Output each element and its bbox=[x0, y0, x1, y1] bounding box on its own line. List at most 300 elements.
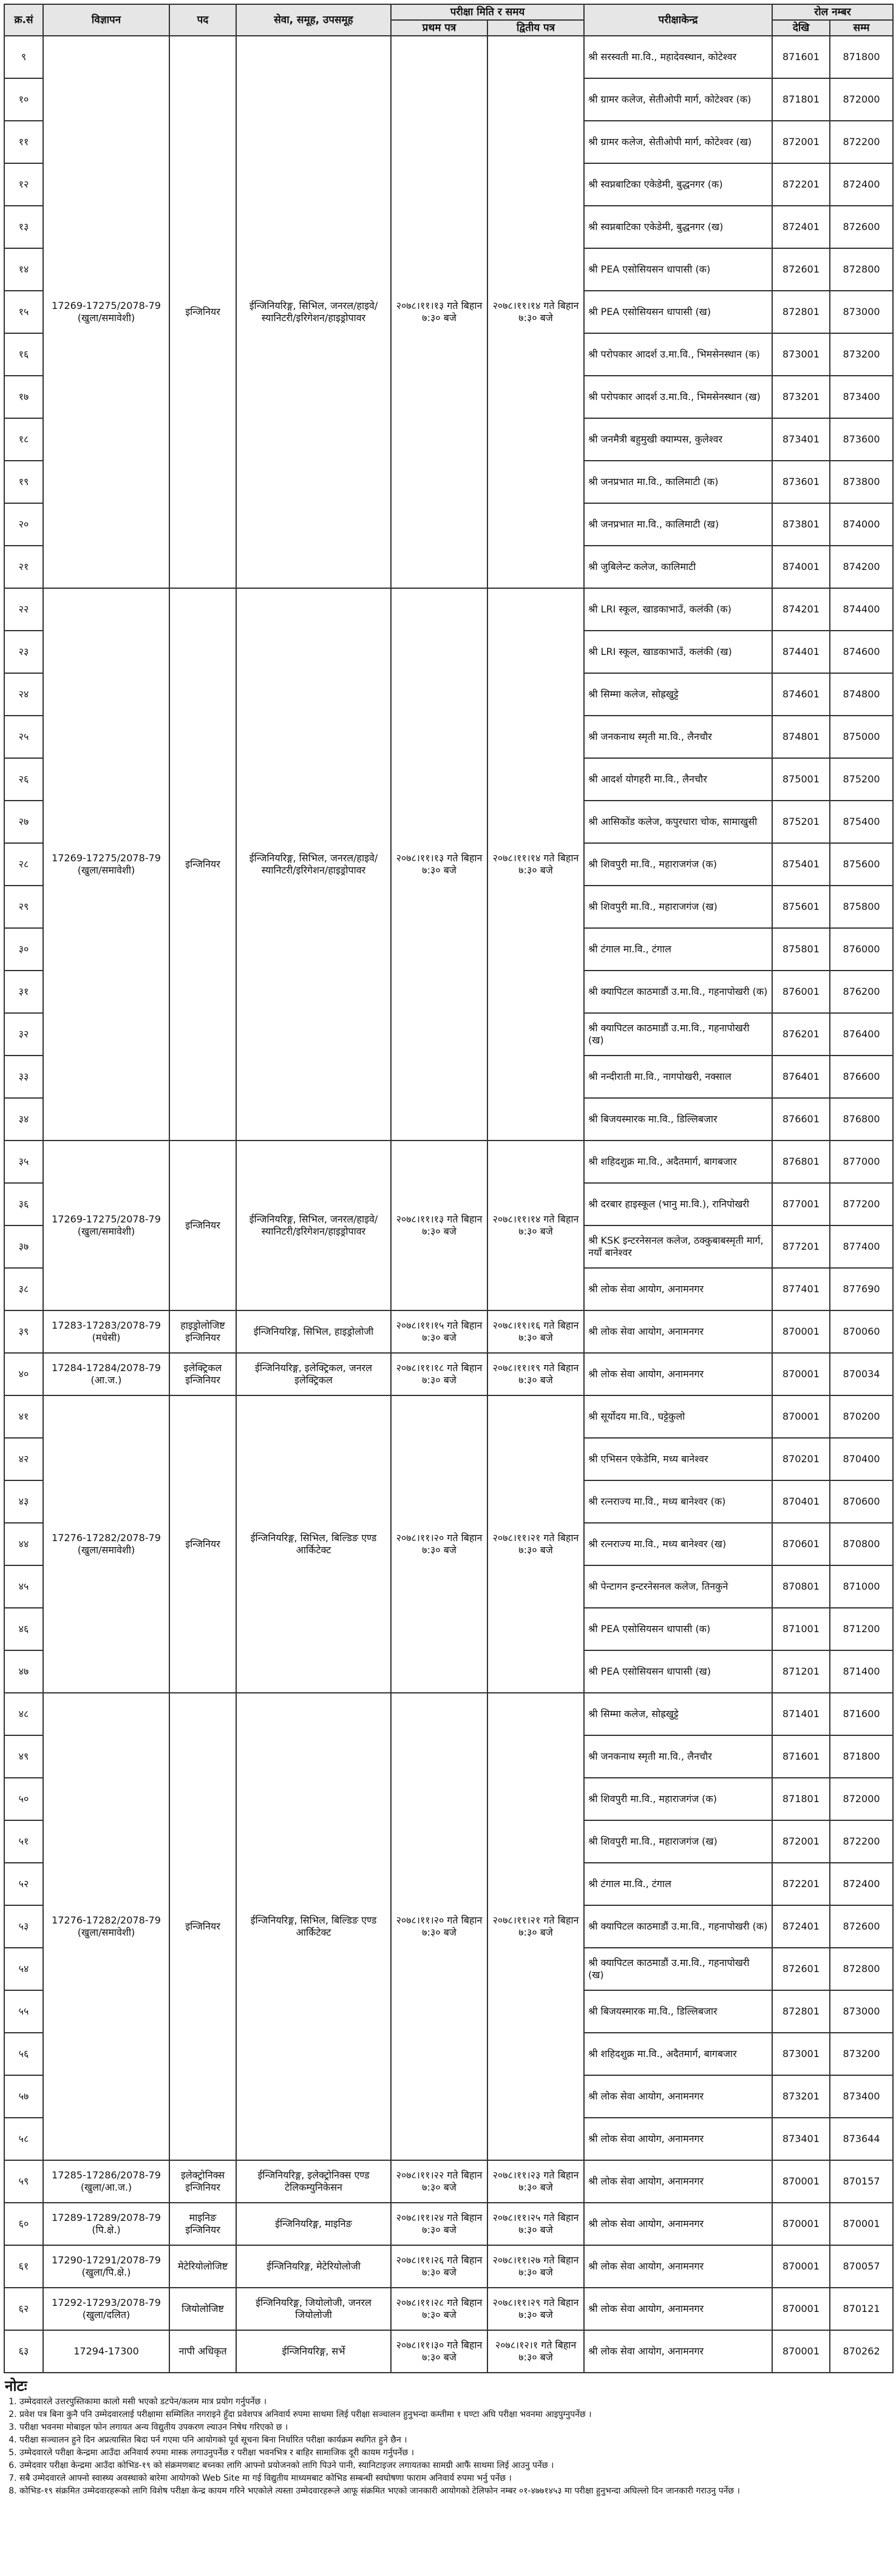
advertisement-cell: 17290-17291/2078-79 (खुला/पि.क्षे.) bbox=[43, 2245, 169, 2288]
serial-number-cell: १७ bbox=[4, 376, 43, 418]
first-paper-date-cell: २०७८।११।१८ गते बिहान ७:३० बजे bbox=[391, 1353, 487, 1395]
roll-to-cell: 872600 bbox=[830, 1905, 893, 1948]
exam-center-cell: श्री बिजयस्मारक मा.वि., डिल्लिबजार bbox=[584, 1990, 772, 2033]
table-row bbox=[4, 2330, 893, 2373]
serial-number-cell: ४७ bbox=[4, 1650, 43, 1693]
first-paper-date-cell: २०७८।११।३० गते बिहान ७:३० बजे bbox=[391, 2330, 487, 2373]
roll-to-cell: 874600 bbox=[830, 631, 893, 673]
exam-center-cell: श्री PEA एसोसियसन धापासी (क) bbox=[584, 248, 772, 291]
roll-to-cell: 871000 bbox=[830, 1565, 893, 1608]
exam-center-cell: श्री लोक सेवा आयोग, अनामनगर bbox=[584, 2118, 772, 2160]
roll-to-cell: 872800 bbox=[830, 1948, 893, 1990]
advertisement-cell: 17283-17283/2078-79 (मधेसी) bbox=[43, 1310, 169, 1353]
serial-number-cell: ३२ bbox=[4, 1013, 43, 1056]
roll-to-cell: 871800 bbox=[830, 36, 893, 78]
roll-from-cell: 873201 bbox=[772, 376, 830, 418]
note-item: 8. कोभिड-१९ संक्रमित उम्मेदवारहरूको लागि विशेष परीक्षा केन्द्र कायम गरिने भएकोले त्यस्ता उम्मेदवारहरूले आफू संक्रमित भएको जानकारी आयोगको टेलिफोन नम्बर ०१-४७७१४५३ मा परीक्षा हुनुभन्दा अघिल्लो दिन जानकारी गराउनु पर्नेछ । bbox=[19, 2486, 891, 2496]
serial-number-cell: ५४ bbox=[4, 1948, 43, 1990]
roll-from-cell: 871601 bbox=[772, 36, 830, 78]
roll-from-cell: 872801 bbox=[772, 1990, 830, 2033]
exam-center-cell: श्री लोक सेवा आयोग, अनामनगर bbox=[584, 1310, 772, 1353]
exam-center-cell: श्री पेन्टागन इन्टरनेसनल कलेज, तिनकुने bbox=[584, 1565, 772, 1608]
exam-center-cell: श्री जनकनाथ स्मृती मा.वि., लैनचौर bbox=[584, 716, 772, 758]
note-item: 4. परीक्षा सञ्चालन हुने दिन अप्रत्यासित बिदा पर्न गएमा पनि आयोगको पूर्व सूचना बिना निर्धारित परीक्षा कार्यक्रम स्थगित हुने छैन । bbox=[19, 2435, 891, 2446]
exam-center-cell: श्री PEA एसोसियसन धापासी (क) bbox=[584, 1608, 772, 1650]
table-row bbox=[4, 1693, 893, 1735]
exam-center-cell: श्री लोक सेवा आयोग, अनामनगर bbox=[584, 2330, 772, 2373]
roll-from-cell: 873001 bbox=[772, 333, 830, 376]
roll-to-cell: 870262 bbox=[830, 2330, 893, 2373]
roll-from-cell: 875801 bbox=[772, 928, 830, 971]
serial-number-cell: १५ bbox=[4, 291, 43, 333]
exam-center-cell: श्री नन्दीराती मा.वि., नागपोखरी, नक्साल bbox=[584, 1056, 772, 1098]
first-paper-date-cell: २०७८।११।२२ गते बिहान ७:३० बजे bbox=[391, 2160, 487, 2203]
roll-to-cell: 874800 bbox=[830, 673, 893, 716]
exam-center-cell: श्री रत्नराज्य मा.वि., मध्य बानेश्वर (ख) bbox=[584, 1523, 772, 1565]
post-cell: इलेक्ट्रोनिक्स इन्जिनियर bbox=[169, 2160, 236, 2203]
exam-center-cell: श्री टंगाल मा.वि., टंगाल bbox=[584, 928, 772, 971]
roll-from-cell: 872401 bbox=[772, 206, 830, 248]
serial-number-cell: १८ bbox=[4, 418, 43, 461]
second-paper-date-cell: २०७८।१२।१ गते बिहान ७:३० बजे bbox=[487, 2330, 584, 2373]
exam-center-cell: श्री लोक सेवा आयोग, अनामनगर bbox=[584, 2288, 772, 2330]
first-paper-date-cell: २०७८।११।१३ गते बिहान ७:३० बजे bbox=[391, 588, 487, 1141]
roll-from-cell: 870001 bbox=[772, 2160, 830, 2203]
exam-center-cell: श्री शिवपुरी मा.वि., महाराजगंज (क) bbox=[584, 1778, 772, 1820]
note-item: 7. सबै उम्मेदवारले आफ्नो स्वास्थ्य अवस्थाको बारेमा आयोगको Web Site मा गई विद्युतीय माध्यमबाट कोभिड सम्बन्धी स्वघोषणा फाराम अनिवार्य रुपमा भर्नु पर्नेछ । bbox=[19, 2473, 891, 2484]
header-roll-to: सम्म bbox=[830, 20, 893, 36]
service-group-cell: ईन्जिनियरिङ्ग, सिभिल, हाइड्रोलोजी bbox=[236, 1310, 391, 1353]
serial-number-cell: ३७ bbox=[4, 1225, 43, 1268]
first-paper-date-cell: २०७८।११।१५ गते बिहान ७:३० बजे bbox=[391, 1310, 487, 1353]
post-cell: जियोलोजिष्ट bbox=[169, 2288, 236, 2330]
advertisement-cell: 17289-17289/2078-79 (पि.क्षे.) bbox=[43, 2203, 169, 2245]
service-group-cell: ईन्जिनियरिङ्ग, जियोलोजी, जनरल जियोलोजी bbox=[236, 2288, 391, 2330]
roll-from-cell: 870401 bbox=[772, 1480, 830, 1523]
roll-from-cell: 875201 bbox=[772, 801, 830, 843]
roll-from-cell: 876201 bbox=[772, 1013, 830, 1056]
roll-to-cell: 876800 bbox=[830, 1098, 893, 1141]
exam-center-cell: श्री KSK इन्टरनेसनल कलेज, ठक्कुबाबस्मृती मार्ग, नयाँ बानेश्वर bbox=[584, 1225, 772, 1268]
service-group-cell: ईन्जिनियरिङ्ग, सिभिल, जनरल/हाइवे/स्यानिटरी/इरिगेशन/हाइड्रोपावर bbox=[236, 1141, 391, 1310]
roll-to-cell: 872400 bbox=[830, 163, 893, 206]
serial-number-cell: २० bbox=[4, 503, 43, 546]
roll-from-cell: 875601 bbox=[772, 886, 830, 928]
roll-to-cell: 873000 bbox=[830, 291, 893, 333]
service-group-cell: ईन्जिनियरिङ्ग, इलेक्ट्रोनिक्स एण्ड टेलिकम्युनिकेसन bbox=[236, 2160, 391, 2203]
roll-from-cell: 870001 bbox=[772, 1310, 830, 1353]
notes-section bbox=[5, 2377, 891, 2498]
serial-number-cell: ३१ bbox=[4, 971, 43, 1013]
roll-to-cell: 873800 bbox=[830, 461, 893, 503]
roll-to-cell: 875000 bbox=[830, 716, 893, 758]
serial-number-cell: १२ bbox=[4, 163, 43, 206]
roll-from-cell: 872201 bbox=[772, 163, 830, 206]
roll-to-cell: 873000 bbox=[830, 1990, 893, 2033]
exam-center-cell: श्री जनप्रभात मा.वि., कालिमाटी (ख) bbox=[584, 503, 772, 546]
roll-from-cell: 871801 bbox=[772, 1778, 830, 1820]
roll-to-cell: 874200 bbox=[830, 546, 893, 588]
serial-number-cell: ४८ bbox=[4, 1693, 43, 1735]
serial-number-cell: २२ bbox=[4, 588, 43, 631]
schedule-body bbox=[4, 36, 893, 2373]
roll-to-cell: 875600 bbox=[830, 843, 893, 886]
advertisement-cell: 17292-17293/2078-79 (खुला/दलित) bbox=[43, 2288, 169, 2330]
roll-to-cell: 870034 bbox=[830, 1353, 893, 1395]
roll-to-cell: 870400 bbox=[830, 1438, 893, 1480]
serial-number-cell: ३६ bbox=[4, 1183, 43, 1225]
header-service-group: सेवा, समूह, उपसमूह bbox=[236, 4, 391, 36]
roll-to-cell: 875200 bbox=[830, 758, 893, 801]
exam-center-cell: श्री एभिसन एकेडेमि, मध्य बानेश्वर bbox=[584, 1438, 772, 1480]
roll-to-cell: 877400 bbox=[830, 1225, 893, 1268]
serial-number-cell: १४ bbox=[4, 248, 43, 291]
advertisement-cell: 17285-17286/2078-79 (खुला/आ.ज.) bbox=[43, 2160, 169, 2203]
roll-from-cell: 876801 bbox=[772, 1141, 830, 1183]
serial-number-cell: ४६ bbox=[4, 1608, 43, 1650]
roll-to-cell: 877000 bbox=[830, 1141, 893, 1183]
exam-center-cell: श्री सिम्मा कलेज, सोह्रखुट्टे bbox=[584, 1693, 772, 1735]
roll-to-cell: 872600 bbox=[830, 206, 893, 248]
serial-number-cell: ४१ bbox=[4, 1395, 43, 1438]
service-group-cell: ईन्जिनियरिङ्ग, सर्भे bbox=[236, 2330, 391, 2373]
first-paper-date-cell: २०७८।११।२६ गते बिहान ७:३० बजे bbox=[391, 2245, 487, 2288]
table-row bbox=[4, 2160, 893, 2203]
post-cell: इन्जिनियर bbox=[169, 1395, 236, 1693]
table-row bbox=[4, 2203, 893, 2245]
exam-center-cell: श्री PEA एसोसियसन धापासी (ख) bbox=[584, 1650, 772, 1693]
serial-number-cell: ५१ bbox=[4, 1820, 43, 1863]
roll-to-cell: 872000 bbox=[830, 1778, 893, 1820]
note-item: 2. प्रवेश पत्र बिना कुनै पनि उम्मेदवारलाई परीक्षामा सम्मिलित नगराइने हुँदा प्रवेशपत्र अनिवार्य रुपमा साथमा लिई परीक्षा सञ्चालन हुनुभन्दा कम्तीमा १ घण्टा अघि परीक्षा भवनमा आइपुग्नुपर्नेछ । bbox=[19, 2409, 891, 2420]
exam-center-cell: श्री लोक सेवा आयोग, अनामनगर bbox=[584, 2203, 772, 2245]
serial-number-cell: १३ bbox=[4, 206, 43, 248]
serial-number-cell: ४५ bbox=[4, 1565, 43, 1608]
header-serial: क्र.सं bbox=[4, 4, 43, 36]
roll-to-cell: 870200 bbox=[830, 1395, 893, 1438]
table-row bbox=[4, 1395, 893, 1438]
note-item: 5. उम्मेदवारले परीक्षा केन्द्रमा आउँदा अनिवार्य रुपमा मास्क लगाउनुपर्नेछ र परीक्षा भवनभित्र र बाहिर सामाजिक दूरी कायम गर्नुपर्नेछ । bbox=[19, 2447, 891, 2458]
table-row bbox=[4, 1310, 893, 1353]
exam-center-cell: श्री क्यापिटल काठमाडौं उ.मा.वि., गहनापोखरी (ख) bbox=[584, 1013, 772, 1056]
exam-center-cell: श्री लोक सेवा आयोग, अनामनगर bbox=[584, 1353, 772, 1395]
exam-center-cell: श्री परोपकार आदर्श उ.मा.वि., भिमसेनस्थान (ख) bbox=[584, 376, 772, 418]
header-post: पद bbox=[169, 4, 236, 36]
serial-number-cell: ३५ bbox=[4, 1141, 43, 1183]
serial-number-cell: ३४ bbox=[4, 1098, 43, 1141]
serial-number-cell: ५० bbox=[4, 1778, 43, 1820]
roll-from-cell: 871401 bbox=[772, 1693, 830, 1735]
roll-to-cell: 871400 bbox=[830, 1650, 893, 1693]
service-group-cell: ईन्जिनियरिङ्ग, माइनिङ bbox=[236, 2203, 391, 2245]
serial-number-cell: २१ bbox=[4, 546, 43, 588]
roll-from-cell: 871001 bbox=[772, 1608, 830, 1650]
roll-to-cell: 874000 bbox=[830, 503, 893, 546]
serial-number-cell: १६ bbox=[4, 333, 43, 376]
second-paper-date-cell: २०७८।११।१४ गते बिहान ७:३० बजे bbox=[487, 1141, 584, 1310]
second-paper-date-cell: २०७८।११।२१ गते बिहान ७:३० बजे bbox=[487, 1395, 584, 1693]
advertisement-cell: 17284-17284/2078-79 (आ.ज.) bbox=[43, 1353, 169, 1395]
exam-center-cell: श्री सिम्मा कलेज, सोह्रखुट्टे bbox=[584, 673, 772, 716]
roll-to-cell: 876400 bbox=[830, 1013, 893, 1056]
roll-from-cell: 872401 bbox=[772, 1905, 830, 1948]
serial-number-cell: २५ bbox=[4, 716, 43, 758]
second-paper-date-cell: २०७८।११।१६ गते बिहान ७:३० बजे bbox=[487, 1310, 584, 1353]
roll-to-cell: 876200 bbox=[830, 971, 893, 1013]
roll-to-cell: 870600 bbox=[830, 1480, 893, 1523]
roll-from-cell: 870201 bbox=[772, 1438, 830, 1480]
roll-to-cell: 873200 bbox=[830, 2033, 893, 2075]
roll-to-cell: 876600 bbox=[830, 1056, 893, 1098]
roll-to-cell: 873400 bbox=[830, 2075, 893, 2118]
roll-from-cell: 870001 bbox=[772, 2288, 830, 2330]
roll-to-cell: 870060 bbox=[830, 1310, 893, 1353]
serial-number-cell: ४९ bbox=[4, 1735, 43, 1778]
exam-center-cell: श्री शिवपुरी मा.वि., महाराजगंज (ख) bbox=[584, 886, 772, 928]
roll-from-cell: 876001 bbox=[772, 971, 830, 1013]
roll-from-cell: 871801 bbox=[772, 78, 830, 121]
roll-from-cell: 877401 bbox=[772, 1268, 830, 1310]
table-row bbox=[4, 1353, 893, 1395]
first-paper-date-cell: २०७८।११।२० गते बिहान ७:३० बजे bbox=[391, 1693, 487, 2160]
header-second-paper: द्वितीय पत्र bbox=[487, 20, 584, 36]
exam-center-cell: श्री आसिकोंड कलेज, कपुरधारा चोक, सामाखुसी bbox=[584, 801, 772, 843]
exam-center-cell: श्री स्वप्नबाटिका एकेडेमी, बुद्धनगर (क) bbox=[584, 163, 772, 206]
exam-center-cell: श्री सूर्योदय मा.वि., घट्टेकुलो bbox=[584, 1395, 772, 1438]
service-group-cell: ईन्जिनियरिङ्ग, सिभिल, बिल्डिङ एण्ड आर्किटेक्ट bbox=[236, 1693, 391, 2160]
post-cell: इन्जिनियर bbox=[169, 36, 236, 588]
post-cell: हाइड्रोलोजिष्ट इन्जिनियर bbox=[169, 1310, 236, 1353]
second-paper-date-cell: २०७८।११।१४ गते बिहान ७:३० बजे bbox=[487, 36, 584, 588]
serial-number-cell: ५७ bbox=[4, 2075, 43, 2118]
exam-center-cell: श्री ग्रामर कलेज, सेतीओपी मार्ग, कोटेश्वर (ख) bbox=[584, 121, 772, 163]
service-group-cell: ईन्जिनियरिङ्ग, सिभिल, बिल्डिङ एण्ड आर्किटेक्ट bbox=[236, 1395, 391, 1693]
second-paper-date-cell: २०७८।११।२७ गते बिहान ७:३० बजे bbox=[487, 2245, 584, 2288]
exam-center-cell: श्री लोक सेवा आयोग, अनामनगर bbox=[584, 2160, 772, 2203]
roll-from-cell: 873001 bbox=[772, 2033, 830, 2075]
roll-to-cell: 877200 bbox=[830, 1183, 893, 1225]
roll-from-cell: 871601 bbox=[772, 1735, 830, 1778]
notes-heading: नोटः bbox=[5, 2378, 27, 2395]
post-cell: मेटेरियोलोजिष्ट bbox=[169, 2245, 236, 2288]
serial-number-cell: ११ bbox=[4, 121, 43, 163]
exam-center-cell: श्री जुबिलेन्ट कलेज, कालिमाटी bbox=[584, 546, 772, 588]
roll-from-cell: 870001 bbox=[772, 2203, 830, 2245]
exam-center-cell: श्री क्यापिटल काठमाडौं उ.मा.वि., गहनापोखरी (क) bbox=[584, 971, 772, 1013]
roll-from-cell: 874801 bbox=[772, 716, 830, 758]
exam-center-cell: श्री लोक सेवा आयोग, अनामनगर bbox=[584, 2075, 772, 2118]
exam-center-cell: श्री सरस्वती मा.वि., महादेवस्थान, कोटेश्वर bbox=[584, 36, 772, 78]
advertisement-cell: 17294-17300 bbox=[43, 2330, 169, 2373]
header-exam-center: परीक्षाकेन्द्र bbox=[584, 4, 772, 36]
roll-from-cell: 871201 bbox=[772, 1650, 830, 1693]
roll-to-cell: 875400 bbox=[830, 801, 893, 843]
serial-number-cell: ६० bbox=[4, 2203, 43, 2245]
roll-from-cell: 873801 bbox=[772, 503, 830, 546]
serial-number-cell: ३० bbox=[4, 928, 43, 971]
roll-to-cell: 873644 bbox=[830, 2118, 893, 2160]
roll-to-cell: 871200 bbox=[830, 1608, 893, 1650]
first-paper-date-cell: २०७८।११।२० गते बिहान ७:३० बजे bbox=[391, 1395, 487, 1693]
exam-center-cell: श्री दरबार हाइस्कूल (भानु मा.वि.), रानिपोखरी bbox=[584, 1183, 772, 1225]
roll-to-cell: 877690 bbox=[830, 1268, 893, 1310]
exam-center-cell: श्री जनकनाथ स्मृती मा.वि., लैनचौर bbox=[584, 1735, 772, 1778]
serial-number-cell: १० bbox=[4, 78, 43, 121]
serial-number-cell: २७ bbox=[4, 801, 43, 843]
roll-from-cell: 875401 bbox=[772, 843, 830, 886]
exam-center-cell: श्री परोपकार आदर्श उ.मा.वि., भिमसेनस्थान (क) bbox=[584, 333, 772, 376]
roll-to-cell: 876000 bbox=[830, 928, 893, 971]
exam-center-cell: श्री लोक सेवा आयोग, अनामनगर bbox=[584, 2245, 772, 2288]
roll-from-cell: 873201 bbox=[772, 2075, 830, 2118]
exam-center-cell: श्री PEA एसोसियसन धापासी (ख) bbox=[584, 291, 772, 333]
post-cell: इन्जिनियर bbox=[169, 1693, 236, 2160]
roll-to-cell: 871600 bbox=[830, 1693, 893, 1735]
serial-number-cell: ६२ bbox=[4, 2288, 43, 2330]
exam-center-cell: श्री बिजयस्मारक मा.वि., डिल्लिबजार bbox=[584, 1098, 772, 1141]
roll-to-cell: 870157 bbox=[830, 2160, 893, 2203]
advertisement-cell: 17276-17282/2078-79 (खुला/समावेशी) bbox=[43, 1693, 169, 2160]
first-paper-date-cell: २०७८।११।२४ गते बिहान ७:३० बजे bbox=[391, 2203, 487, 2245]
header-advertisement: विज्ञापन bbox=[43, 4, 169, 36]
header-first-paper: प्रथम पत्र bbox=[391, 20, 487, 36]
exam-center-cell: श्री लोक सेवा आयोग, अनामनगर bbox=[584, 1268, 772, 1310]
first-paper-date-cell: २०७८।११।१३ गते बिहान ७:३० बजे bbox=[391, 36, 487, 588]
serial-number-cell: २८ bbox=[4, 843, 43, 886]
roll-from-cell: 870801 bbox=[772, 1565, 830, 1608]
serial-number-cell: ५५ bbox=[4, 1990, 43, 2033]
second-paper-date-cell: २०७८।११।२१ गते बिहान ७:३० बजे bbox=[487, 1693, 584, 2160]
roll-from-cell: 872601 bbox=[772, 1948, 830, 1990]
second-paper-date-cell: २०७८।११।२५ गते बिहान ७:३० बजे bbox=[487, 2203, 584, 2245]
serial-number-cell: २३ bbox=[4, 631, 43, 673]
service-group-cell: ईन्जिनियरिङ्ग, सिभिल, जनरल/हाइवे/स्यानिटरी/इरिगेशन/हाइड्रोपावर bbox=[236, 36, 391, 588]
roll-from-cell: 874601 bbox=[772, 673, 830, 716]
roll-from-cell: 872001 bbox=[772, 1820, 830, 1863]
roll-from-cell: 872201 bbox=[772, 1863, 830, 1905]
note-item: 3. परीक्षा भवनमा मोबाइल फोन लगायत अन्य विद्युतीय उपकरण ल्याउन निषेध गरिएको छ । bbox=[19, 2422, 891, 2433]
first-paper-date-cell: २०७८।११।२८ गते बिहान ७:३० बजे bbox=[391, 2288, 487, 2330]
roll-from-cell: 872601 bbox=[772, 248, 830, 291]
post-cell: नापी अधिकृत bbox=[169, 2330, 236, 2373]
roll-to-cell: 872400 bbox=[830, 1863, 893, 1905]
table-row bbox=[4, 2288, 893, 2330]
roll-from-cell: 874001 bbox=[772, 546, 830, 588]
exam-schedule-table bbox=[4, 4, 894, 2373]
roll-to-cell: 870121 bbox=[830, 2288, 893, 2330]
serial-number-cell: ४२ bbox=[4, 1438, 43, 1480]
roll-from-cell: 870001 bbox=[772, 2245, 830, 2288]
roll-from-cell: 873401 bbox=[772, 2118, 830, 2160]
roll-from-cell: 873401 bbox=[772, 418, 830, 461]
exam-center-cell: श्री LRI स्कूल, खाडकाभाउँ, कलंकी (क) bbox=[584, 588, 772, 631]
exam-center-cell: श्री स्वप्नबाटिका एकेडेमी, बुद्धनगर (ख) bbox=[584, 206, 772, 248]
roll-from-cell: 873601 bbox=[772, 461, 830, 503]
header-exam-date-time: परीक्षा मिति र समय bbox=[391, 4, 584, 20]
exam-center-cell: श्री जनमैत्री बहुमुखी क्याम्पस, कुलेश्वर bbox=[584, 418, 772, 461]
first-paper-date-cell: २०७८।११।१३ गते बिहान ७:३० बजे bbox=[391, 1141, 487, 1310]
second-paper-date-cell: २०७८।११।१९ गते बिहान ७:३० बजे bbox=[487, 1353, 584, 1395]
exam-center-cell: श्री शहिदशुक्र मा.वि., अदैतमार्ग, बागबजार bbox=[584, 2033, 772, 2075]
serial-number-cell: १९ bbox=[4, 461, 43, 503]
exam-center-cell: श्री शिवपुरी मा.वि., महाराजगंज (ख) bbox=[584, 1820, 772, 1863]
roll-to-cell: 872200 bbox=[830, 121, 893, 163]
serial-number-cell: ४३ bbox=[4, 1480, 43, 1523]
roll-to-cell: 873400 bbox=[830, 376, 893, 418]
exam-center-cell: श्री क्यापिटल काठमाडौं उ.मा.वि., गहनापोखरी (ख) bbox=[584, 1948, 772, 1990]
roll-from-cell: 872001 bbox=[772, 121, 830, 163]
roll-to-cell: 872200 bbox=[830, 1820, 893, 1863]
serial-number-cell: ५३ bbox=[4, 1905, 43, 1948]
roll-to-cell: 870001 bbox=[830, 2203, 893, 2245]
serial-number-cell: ९ bbox=[4, 36, 43, 78]
exam-center-cell: श्री ग्रामर कलेज, सेतीओपी मार्ग, कोटेश्वर (क) bbox=[584, 78, 772, 121]
serial-number-cell: ५२ bbox=[4, 1863, 43, 1905]
roll-from-cell: 877201 bbox=[772, 1225, 830, 1268]
serial-number-cell: ३८ bbox=[4, 1268, 43, 1310]
roll-from-cell: 870001 bbox=[772, 2330, 830, 2373]
roll-to-cell: 873600 bbox=[830, 418, 893, 461]
advertisement-cell: 17269-17275/2078-79 (खुला/समावेशी) bbox=[43, 1141, 169, 1310]
second-paper-date-cell: २०७८।११।२९ गते बिहान ७:३० बजे bbox=[487, 2288, 584, 2330]
table-row bbox=[4, 588, 893, 631]
roll-from-cell: 875001 bbox=[772, 758, 830, 801]
exam-center-cell: श्री शिवपुरी मा.वि., महाराजगंज (क) bbox=[584, 843, 772, 886]
post-cell: माइनिङ इन्जिनियर bbox=[169, 2203, 236, 2245]
serial-number-cell: ५६ bbox=[4, 2033, 43, 2075]
serial-number-cell: ४४ bbox=[4, 1523, 43, 1565]
serial-number-cell: ४० bbox=[4, 1353, 43, 1395]
notes-list bbox=[5, 2396, 891, 2496]
exam-center-cell: श्री शहिदशुक्र मा.वि., अदैतमार्ग, बागबजार bbox=[584, 1141, 772, 1183]
exam-center-cell: श्री रत्नराज्य मा.वि., मध्य बानेश्वर (क) bbox=[584, 1480, 772, 1523]
note-item: 6. उम्मेदवार परीक्षा केन्द्रमा आउँदा कोभिड-१९ को संक्रमणबाट बच्नका लागि आफ्नो प्रयोजनको लागि पिउने पानी, स्यानिटाइजर लगायतका सामग्री आफैं साथमा लिई आउनु पर्नेछ । bbox=[19, 2460, 891, 2471]
serial-number-cell: ५९ bbox=[4, 2160, 43, 2203]
roll-to-cell: 872800 bbox=[830, 248, 893, 291]
serial-number-cell: ५८ bbox=[4, 2118, 43, 2160]
roll-to-cell: 870800 bbox=[830, 1523, 893, 1565]
exam-center-cell: श्री क्यापिटल काठमाडौं उ.मा.वि., गहनापोखरी (क) bbox=[584, 1905, 772, 1948]
service-group-cell: ईन्जिनियरिङ्ग, मेटेरियोलोजी bbox=[236, 2245, 391, 2288]
service-group-cell: ईन्जिनियरिङ्ग, इलेक्ट्रिकल, जनरल इलेक्ट्रिकल bbox=[236, 1353, 391, 1395]
note-item: 1. उम्मेदवारले उत्तरपुस्तिकामा कालो मसी भएको डटपेन/कलम मात्र प्रयोग गर्नुपर्नेछ । bbox=[19, 2396, 891, 2407]
roll-from-cell: 870001 bbox=[772, 1395, 830, 1438]
post-cell: इन्जिनियर bbox=[169, 588, 236, 1141]
serial-number-cell: २६ bbox=[4, 758, 43, 801]
roll-from-cell: 877001 bbox=[772, 1183, 830, 1225]
serial-number-cell: ६३ bbox=[4, 2330, 43, 2373]
roll-from-cell: 876401 bbox=[772, 1056, 830, 1098]
table-row bbox=[4, 36, 893, 78]
roll-from-cell: 874201 bbox=[772, 588, 830, 631]
roll-from-cell: 872801 bbox=[772, 291, 830, 333]
roll-from-cell: 874401 bbox=[772, 631, 830, 673]
second-paper-date-cell: २०७८।११।२३ गते बिहान ७:३० बजे bbox=[487, 2160, 584, 2203]
roll-to-cell: 875800 bbox=[830, 886, 893, 928]
roll-from-cell: 876601 bbox=[772, 1098, 830, 1141]
table-row bbox=[4, 1141, 893, 1183]
roll-to-cell: 873200 bbox=[830, 333, 893, 376]
post-cell: इलेक्ट्रिकल इन्जिनियर bbox=[169, 1353, 236, 1395]
table-row bbox=[4, 2245, 893, 2288]
advertisement-cell: 17276-17282/2078-79 (खुला/समावेशी) bbox=[43, 1395, 169, 1693]
exam-center-cell: श्री टंगाल मा.वि., टंगाल bbox=[584, 1863, 772, 1905]
advertisement-cell: 17269-17275/2078-79 (खुला/समावेशी) bbox=[43, 588, 169, 1141]
roll-from-cell: 870601 bbox=[772, 1523, 830, 1565]
exam-center-cell: श्री LRI स्कूल, खाडकाभाउँ, कलंकी (ख) bbox=[584, 631, 772, 673]
post-cell: इन्जिनियर bbox=[169, 1141, 236, 1310]
serial-number-cell: ३३ bbox=[4, 1056, 43, 1098]
